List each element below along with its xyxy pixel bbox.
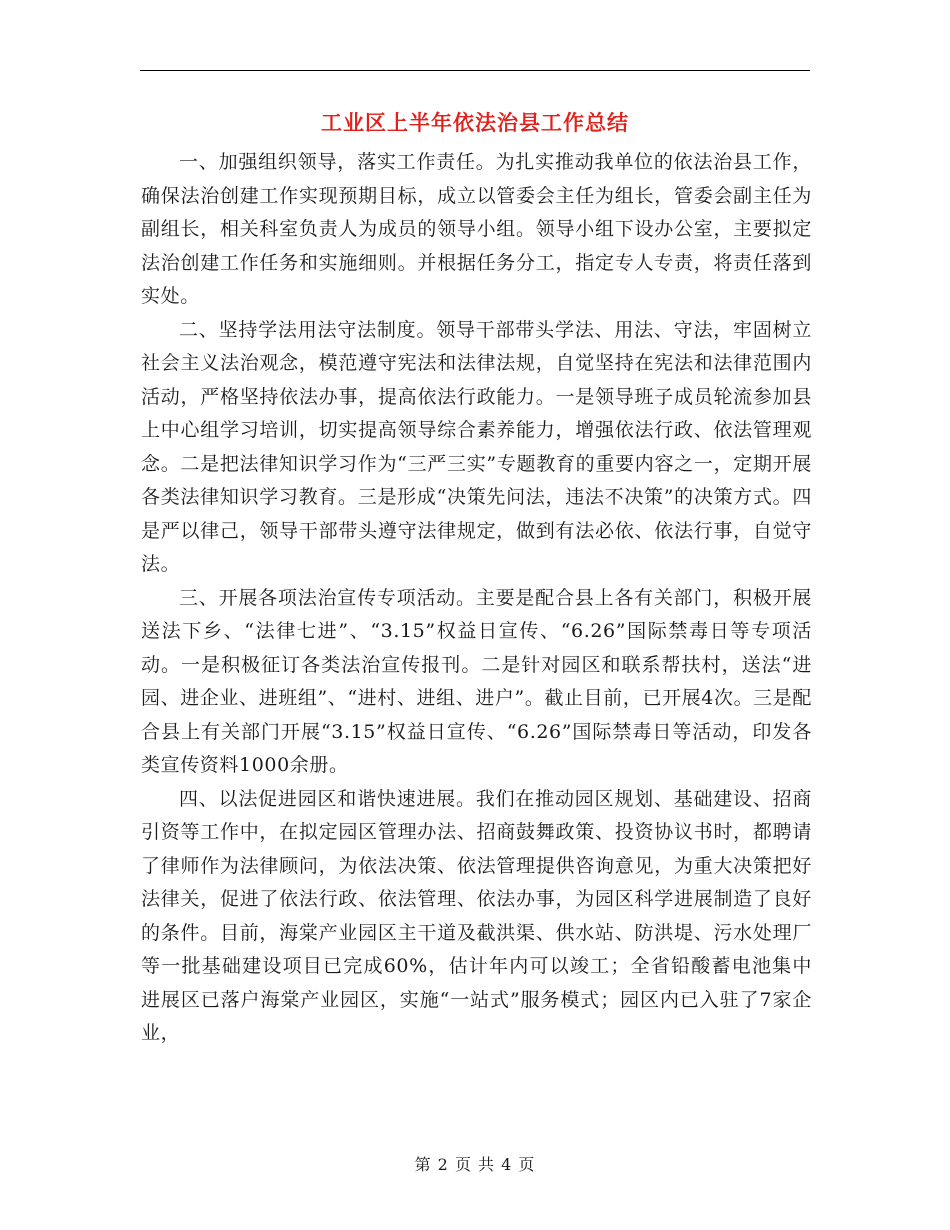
paragraph-4: 四、以法促进园区和谐快速进展。我们在推动园区规划、基础建设、招商引资等工作中，在拟定园区管理办法、招商鼓舞政策、投资协议书时，都聘请了律师作为法律顾问，为依法决策、依法管理提供咨询意见，为重大决策把好法律关，促进了依法行政、依法管理、依法办事，为园区科学进展制造了良好的条件。目前，海棠产业园区主干道及截洪渠、供水站、防洪堤、污水处理厂等一批基础建设项目已完成60%，估计年内可以竣工；全省铅酸蓄电池集中进展区已落户海棠产业园区，实施“一站式”服务模式；园区内已入驻了7家企业， — [141, 787, 812, 1044]
paragraph-2: 二、坚持学法用法守法制度。领导干部带头学法、用法、守法，牢固树立社会主义法治观念，模范遵守宪法和法律法规，自觉坚持在宪法和法律范围内活动，严格坚持依法办事，提高依法行政能力。一是领导班子成员轮流参加县上中心组学习培训，切实提高领导综合素养能力，增强依法行政、依法管理观念。二是把法律知识学习作为“三严三实”专题教育的重要内容之一，定期开展各类法律知识学习教育。三是形成“决策先问法，违法不决策”的决策方式。四是严以律己，领导干部带头遵守法律规定，做到有法必依、依法行事，自觉守法。 — [141, 318, 812, 575]
header-rule — [140, 70, 810, 71]
paragraph-1: 一、加强组织领导，落实工作责任。为扎实推动我单位的依法治县工作，确保法治创建工作实现预期目标，成立以管委会主任为组长，管委会副主任为副组长，相关科室负责人为成员的领导小组。领导小组下设办公室，主要拟定法治创建工作任务和实施细则。并根据任务分工，指定专人专责，将责任落到实处。 — [141, 151, 812, 307]
page-number-footer: 第 2 页 共 4 页 — [414, 1155, 536, 1174]
document-title: 工业区上半年依法治县工作总结 — [321, 110, 629, 135]
paragraph-3: 三、开展各项法治宣传专项活动。主要是配合县上各有关部门，积极开展送法下乡、“法律七进”、“3.15”权益日宣传、“6.26”国际禁毒日等专项活动。一是积极征订各类法治宣传报刊。二是针对园区和联系帮扶村，送法“进园、进企业、进班组”、“进村、进组、进户”。截止目前，已开展4次。三是配合县上有关部门开展“3.15”权益日宣传、“6.26”国际禁毒日等活动，印发各类宣传资料1000余册。 — [141, 586, 812, 776]
document-body — [141, 146, 812, 1051]
